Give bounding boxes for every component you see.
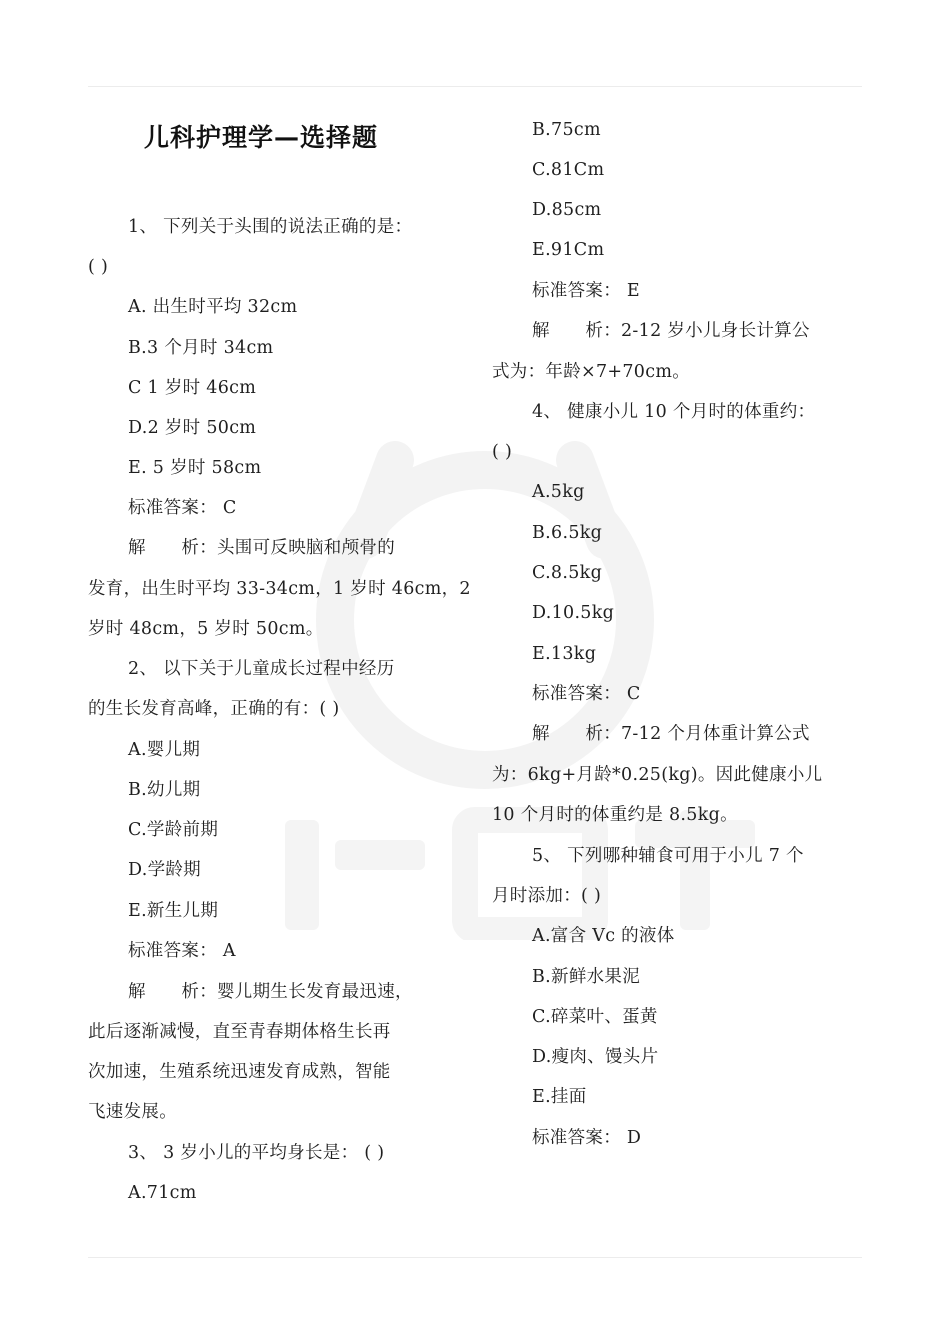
explanation-2-line-4: 飞速发展。 xyxy=(88,1102,177,1122)
option-1b: B.3 个月时 34cm xyxy=(128,338,274,358)
option-3c: C.81Cm xyxy=(532,160,605,180)
option-4c: C.8.5kg xyxy=(532,563,603,583)
option-5a: A.富含 Vc 的液体 xyxy=(532,926,675,946)
question-2: 2、 以下关于儿童成长过程中经历 xyxy=(128,659,395,679)
explanation-1-line-2: 发育，出生时平均 33-34cm，1 岁时 46cm，2 xyxy=(88,579,471,599)
option-5d: D.瘦肉、馒头片 xyxy=(532,1047,659,1067)
explanation-1-line-1: 解 析：头围可反映脑和颅骨的 xyxy=(128,538,395,558)
top-rule xyxy=(88,86,862,87)
question-4-paren: ( ) xyxy=(492,442,513,462)
question-2-line-2: 的生长发育高峰，正确的有：( ) xyxy=(88,699,340,719)
explanation-3-line-1: 解 析：2-12 岁小儿身长计算公 xyxy=(532,321,810,341)
question-1: 1、 下列关于头围的说法正确的是： xyxy=(128,217,413,237)
option-4d: D.10.5kg xyxy=(532,603,615,623)
option-4a: A.5kg xyxy=(532,482,585,502)
question-4: 4、 健康小儿 10 个月时的体重约： xyxy=(532,402,816,422)
option-2c: C.学龄前期 xyxy=(128,820,219,840)
explanation-4-line-3: 10 个月时的体重约是 8.5kg。 xyxy=(492,805,738,825)
option-2e: E.新生儿期 xyxy=(128,901,219,921)
option-5b: B.新鲜水果泥 xyxy=(532,967,641,987)
page-title: 儿科护理学—选择题 xyxy=(144,123,379,152)
option-1d: D.2 岁时 50cm xyxy=(128,418,257,438)
explanation-4-line-2: 为：6kg+月龄*0.25(kg)。因此健康小儿 xyxy=(492,765,823,785)
option-1e: E. 5 岁时 58cm xyxy=(128,458,262,478)
option-3e: E.91Cm xyxy=(532,240,605,260)
option-3a: A.71cm xyxy=(128,1183,197,1203)
explanation-1-line-3: 岁时 48cm，5 岁时 50cm。 xyxy=(88,619,324,639)
option-5c: C.碎菜叶、蛋黄 xyxy=(532,1007,658,1027)
answer-5: 标准答案： D xyxy=(532,1128,642,1148)
answer-2: 标准答案： A xyxy=(128,941,236,961)
answer-1: 标准答案： C xyxy=(128,498,237,518)
question-5-line-2: 月时添加：( ) xyxy=(492,886,602,906)
explanation-2-line-3: 次加速，生殖系统迅速发育成熟，智能 xyxy=(88,1062,391,1082)
bottom-rule xyxy=(88,1257,862,1258)
option-2a: A.婴儿期 xyxy=(128,740,201,760)
answer-4: 标准答案： C xyxy=(532,684,641,704)
option-3b: B.75cm xyxy=(532,120,601,140)
option-2b: B.幼儿期 xyxy=(128,780,201,800)
option-5e: E.挂面 xyxy=(532,1087,587,1107)
explanation-4-line-1: 解 析：7-12 个月体重计算公式 xyxy=(532,724,810,744)
option-4b: B.6.5kg xyxy=(532,523,603,543)
answer-3: 标准答案： E xyxy=(532,281,640,301)
explanation-2-line-2: 此后逐渐减慢，直至青春期体格生长再 xyxy=(88,1022,391,1042)
option-4e: E.13kg xyxy=(532,644,597,664)
explanation-2-line-1: 解 析：婴儿期生长发育最迅速， xyxy=(128,982,413,1002)
option-1a: A. 出生时平均 32cm xyxy=(128,297,298,317)
option-1c: C 1 岁时 46cm xyxy=(128,378,257,398)
question-1-paren: ( ) xyxy=(88,257,109,277)
option-3d: D.85cm xyxy=(532,200,602,220)
question-3: 3、 3 岁小儿的平均身长是： ( ) xyxy=(128,1143,385,1163)
option-2d: D.学龄期 xyxy=(128,860,201,880)
explanation-3-line-2: 式为：年龄×7+70cm。 xyxy=(492,362,691,382)
question-5: 5、 下列哪种辅食可用于小儿 7 个 xyxy=(532,846,804,866)
